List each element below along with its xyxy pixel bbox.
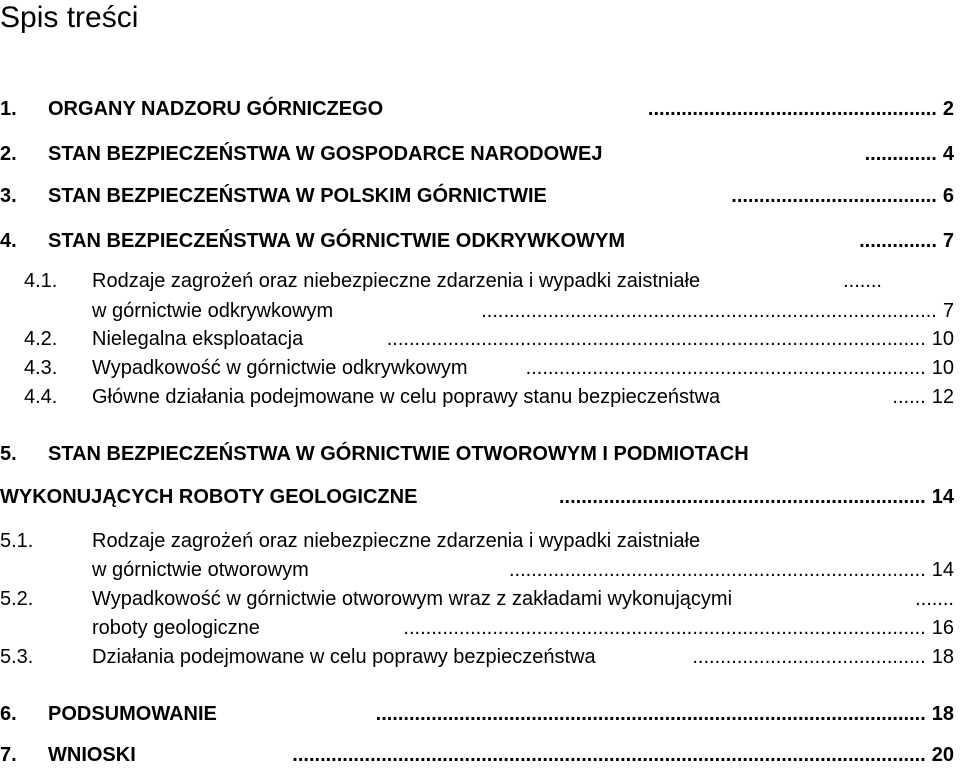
toc-leader: ....... xyxy=(915,588,954,610)
toc-page: 14 xyxy=(931,559,954,581)
toc-page: 7 xyxy=(942,230,954,252)
toc-number: 4.3. xyxy=(24,357,58,379)
toc-leader: ........................................................................ xyxy=(525,357,926,379)
toc-number: 5.1. xyxy=(0,530,34,552)
toc-number: 4.4. xyxy=(24,386,58,408)
toc-page: 18 xyxy=(931,703,954,725)
toc-text: PODSUMOWANIE xyxy=(48,703,217,725)
toc-text-continued: w górnictwie otworowym xyxy=(92,559,309,581)
toc-page: 18 xyxy=(931,646,954,668)
toc-text: STAN BEZPIECZEŃSTWA W POLSKIM GÓRNICTWIE xyxy=(48,185,547,207)
toc-number: 3. xyxy=(0,185,17,207)
toc-text-continued: w górnictwie odkrywkowym xyxy=(92,300,334,322)
toc-number: 1. xyxy=(0,98,17,120)
page-title: Spis treści xyxy=(0,1,139,34)
toc-number: 4.1. xyxy=(24,270,58,292)
toc-text-continued: roboty geologiczne xyxy=(92,617,260,639)
toc-leader: ....... xyxy=(843,270,882,292)
toc-leader: .......................................... xyxy=(692,646,926,668)
toc-page: 4 xyxy=(942,143,954,165)
toc-text: WNIOSKI xyxy=(48,744,136,766)
toc-leader: ................................................................................................... xyxy=(375,703,926,725)
toc-number: 5.3. xyxy=(0,646,34,668)
toc-page: 16 xyxy=(931,617,954,639)
toc-number: 4.2. xyxy=(24,328,58,350)
toc-page: 20 xyxy=(931,744,954,766)
toc-text: ORGANY NADZORU GÓRNICZEGO xyxy=(48,98,384,120)
toc-text: Rodzaje zagrożeń oraz niebezpieczne zdarzenia i wypadki zaistniałe xyxy=(92,270,701,292)
toc-text: STAN BEZPIECZEŃSTWA W GÓRNICTWIE ODKRYWKOWYM xyxy=(48,230,626,252)
toc-leader: ............. xyxy=(864,143,937,165)
toc-text: Wypadkowość w górnictwie odkrywkowym xyxy=(92,357,468,379)
toc-text-continued: WYKONUJĄCYCH ROBOTY GEOLOGICZNE xyxy=(0,486,418,508)
toc-page: 7 xyxy=(942,300,954,322)
toc-number: 5.2. xyxy=(0,588,34,610)
toc-page: 10 xyxy=(931,357,954,379)
toc-leader: ................................................................................................. xyxy=(386,328,926,350)
toc-leader: ........................................................................... xyxy=(509,559,926,581)
toc-number: 7. xyxy=(0,744,17,766)
toc-page: 6 xyxy=(942,185,954,207)
toc-page: 12 xyxy=(931,386,954,408)
toc-text: STAN BEZPIECZEŃSTWA W GÓRNICTWIE OTWOROWYM I PODMIOTACH xyxy=(48,443,749,465)
toc-text: Rodzaje zagrożeń oraz niebezpieczne zdarzenia i wypadki zaistniałe xyxy=(92,530,701,552)
toc-text: Działania podejmowane w celu poprawy bezpieczeństwa xyxy=(92,646,596,668)
toc-text: Główne działania podejmowane w celu poprawy stanu bezpieczeństwa xyxy=(92,386,721,408)
toc-page: 10 xyxy=(931,328,954,350)
toc-leader: .............. xyxy=(859,230,937,252)
toc-number: 6. xyxy=(0,703,17,725)
toc-leader: ..................................... xyxy=(731,185,937,207)
toc-number: 5. xyxy=(0,443,17,465)
toc-text: Wypadkowość w górnictwie otworowym wraz z zakładami wykonującymi xyxy=(92,588,733,610)
toc-leader: .................................................................................. xyxy=(481,300,937,322)
toc-text: Nielegalna eksploatacja xyxy=(92,328,304,350)
toc-page: 14 xyxy=(931,486,954,508)
toc-page: 2 xyxy=(942,98,954,120)
toc-number: 2. xyxy=(0,143,17,165)
toc-leader: ...... xyxy=(892,386,926,408)
toc-leader: .................................................... xyxy=(647,98,937,120)
toc-number: 4. xyxy=(0,230,17,252)
toc-text: STAN BEZPIECZEŃSTWA W GOSPODARCE NARODOWEJ xyxy=(48,143,603,165)
toc-leader: .................................................................................................................. xyxy=(292,744,926,766)
toc-leader: .............................................................................................. xyxy=(403,617,926,639)
toc-leader: .................................................................. xyxy=(559,486,926,508)
